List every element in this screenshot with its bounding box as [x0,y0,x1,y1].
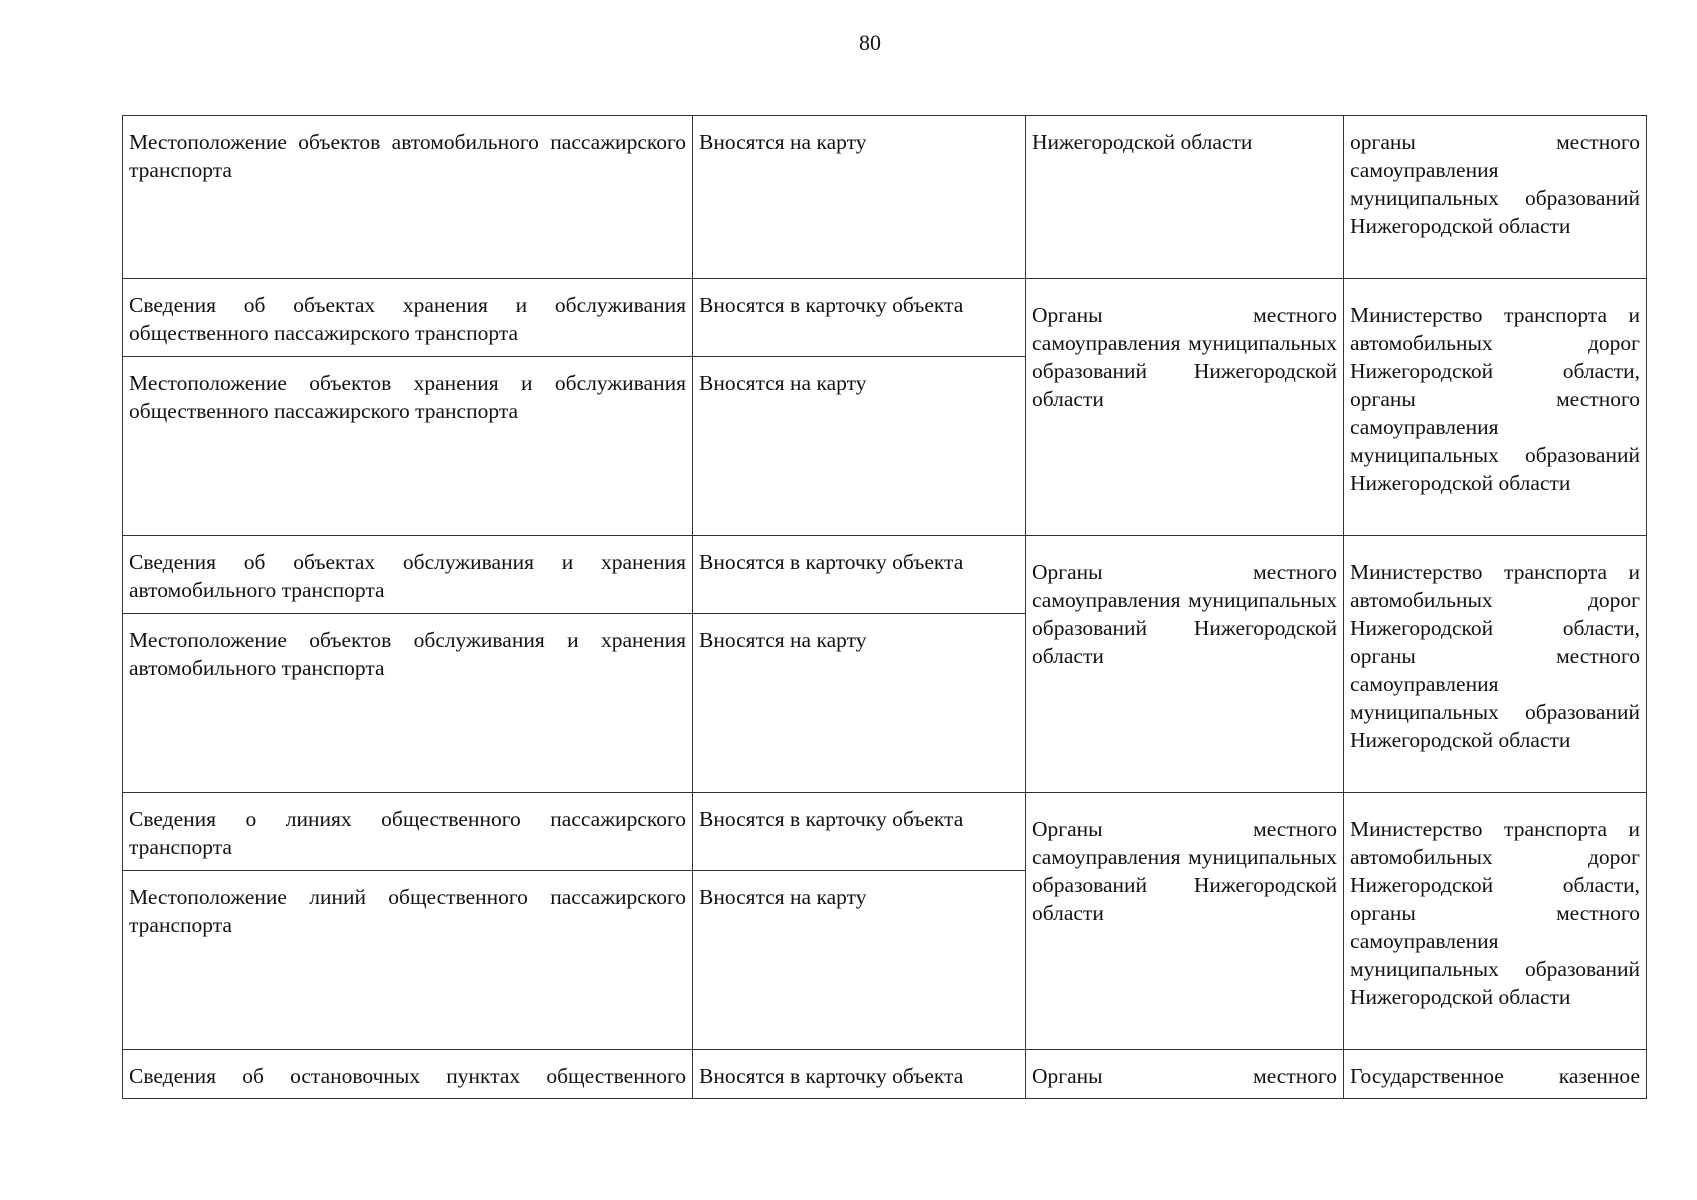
table-cell: Вносятся на карту [693,871,1026,1050]
table-cell: Нижегородской области [1026,116,1344,279]
table-cell: Органы местного самоуправления муниципальных образований Нижегородской области [1026,279,1344,536]
table-cell: Сведения об объектах обслуживания и хранения автомобильного транспорта [123,536,693,614]
table-cell: Органы местного самоуправления муниципальных образований Нижегородской области [1026,793,1344,1050]
table-row [123,536,1647,614]
table-cell: Государственное казенное [1344,1050,1647,1099]
table-cell: Вносятся в карточку объекта [693,793,1026,871]
table-cell: Органы местного самоуправления муниципальных образований Нижегородской области [1026,536,1344,793]
table-cell: Местоположение объектов хранения и обслуживания общественного пассажирского транспорта [123,357,693,536]
table-cell: Местоположение линий общественного пассажирского транспорта [123,871,693,1050]
table-cell: Министерство транспорта и автомобильных дорог Нижегородской области, органы местного самоуправления муниципальных образований Нижегородской области [1344,279,1647,536]
table-cell: Вносятся на карту [693,614,1026,793]
table-cell: Сведения об объектах хранения и обслуживания общественного пассажирского транспорта [123,279,693,357]
table-cell: Вносятся на карту [693,116,1026,279]
table-cell: Сведения о линиях общественного пассажирского транспорта [123,793,693,871]
table-row [123,279,1647,357]
table-cell: Вносятся в карточку объекта [693,279,1026,357]
table-cell: Вносятся в карточку объекта [693,536,1026,614]
data-table [122,115,1647,1099]
table-row [123,793,1647,871]
table-row [123,116,1647,279]
table-cell: Местоположение объектов обслуживания и хранения автомобильного транспорта [123,614,693,793]
page-number: 80 [859,30,881,55]
table-cell: Местоположение объектов автомобильного пассажирского транспорта [123,116,693,279]
table-row [123,1050,1647,1099]
table-cell: Министерство транспорта и автомобильных дорог Нижегородской области, органы местного самоуправления муниципальных образований Нижегородской области [1344,536,1647,793]
table-cell: Вносятся в карточку объекта [693,1050,1026,1099]
table-cell: Министерство транспорта и автомобильных дорог Нижегородской области, органы местного самоуправления муниципальных образований Нижегородской области [1344,793,1647,1050]
table-cell: Сведения об остановочных пунктах общественного [123,1050,693,1099]
table-cell: Органы местного [1026,1050,1344,1099]
table-cell: органы местного самоуправления муниципальных образований Нижегородской области [1344,116,1647,279]
table-cell: Вносятся на карту [693,357,1026,536]
